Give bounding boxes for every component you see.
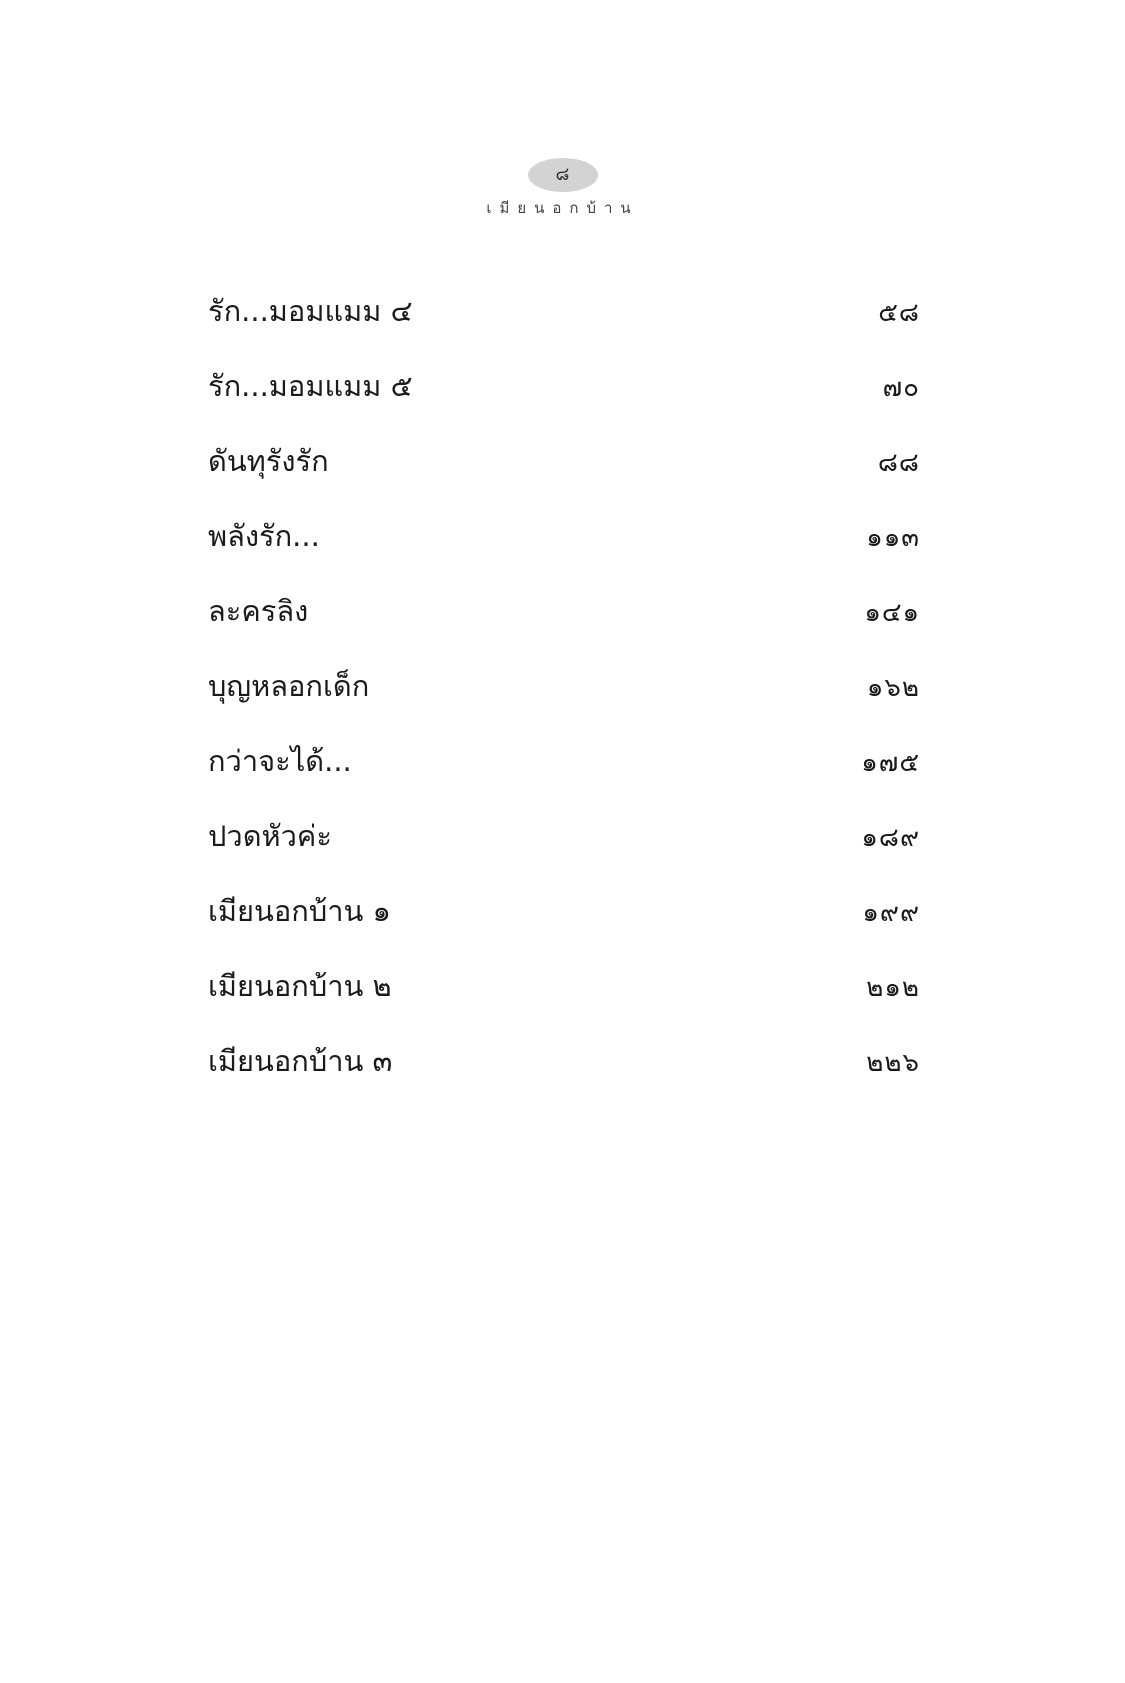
toc-entry-page: ๒๑๒ <box>866 973 920 1003</box>
toc-entry-title: ดันทุรังรัก <box>208 444 329 478</box>
toc-entry-title: เมียนอกบ้าน ๒ <box>208 969 392 1003</box>
toc-entry-title: รัก...มอมแมม ๔ <box>208 294 413 328</box>
toc-entry <box>208 738 920 813</box>
toc-entry-title: บุญหลอกเด็ก <box>208 669 370 703</box>
toc-entry <box>208 288 920 363</box>
toc-entry-page: ๘๘ <box>877 448 920 478</box>
toc-entry-title: ละครลิง <box>208 594 309 628</box>
toc-entry-title: พลังรัก... <box>208 519 320 553</box>
toc-entry-page: ๒๒๖ <box>866 1048 920 1078</box>
page-number-badge: ๘ <box>528 158 598 192</box>
toc-entry-page: ๑๗๕ <box>861 748 920 778</box>
running-title: เมียนอกบ้าน <box>486 199 639 217</box>
toc-entry <box>208 1038 920 1113</box>
toc-entry <box>208 813 920 888</box>
toc-entry <box>208 588 920 663</box>
toc-entry-page: ๑๘๙ <box>861 823 920 853</box>
toc-entry <box>208 438 920 513</box>
toc-entry-page: ๕๘ <box>878 298 920 328</box>
toc-entry <box>208 963 920 1038</box>
toc-entry-page: ๑๑๓ <box>866 523 920 553</box>
toc-entry <box>208 363 920 438</box>
toc-entry-page: ๑๖๒ <box>866 673 920 703</box>
toc-entry <box>208 663 920 738</box>
toc-entry-title: เมียนอกบ้าน ๓ <box>208 1044 393 1078</box>
toc-entry-page: ๗๐ <box>882 373 920 403</box>
page-header <box>0 158 1125 220</box>
toc-entry <box>208 513 920 588</box>
toc-entry <box>208 888 920 963</box>
table-of-contents <box>208 288 920 1113</box>
toc-entry-page: ๑๔๑ <box>864 598 920 628</box>
toc-entry-title: เมียนอกบ้าน ๑ <box>208 894 391 928</box>
toc-entry-title: รัก...มอมแมม ๕ <box>208 369 413 403</box>
toc-entry-page: ๑๙๙ <box>862 898 920 928</box>
toc-entry-title: ปวดหัวค่ะ <box>208 819 332 853</box>
toc-entry-title: กว่าจะได้... <box>208 744 352 778</box>
